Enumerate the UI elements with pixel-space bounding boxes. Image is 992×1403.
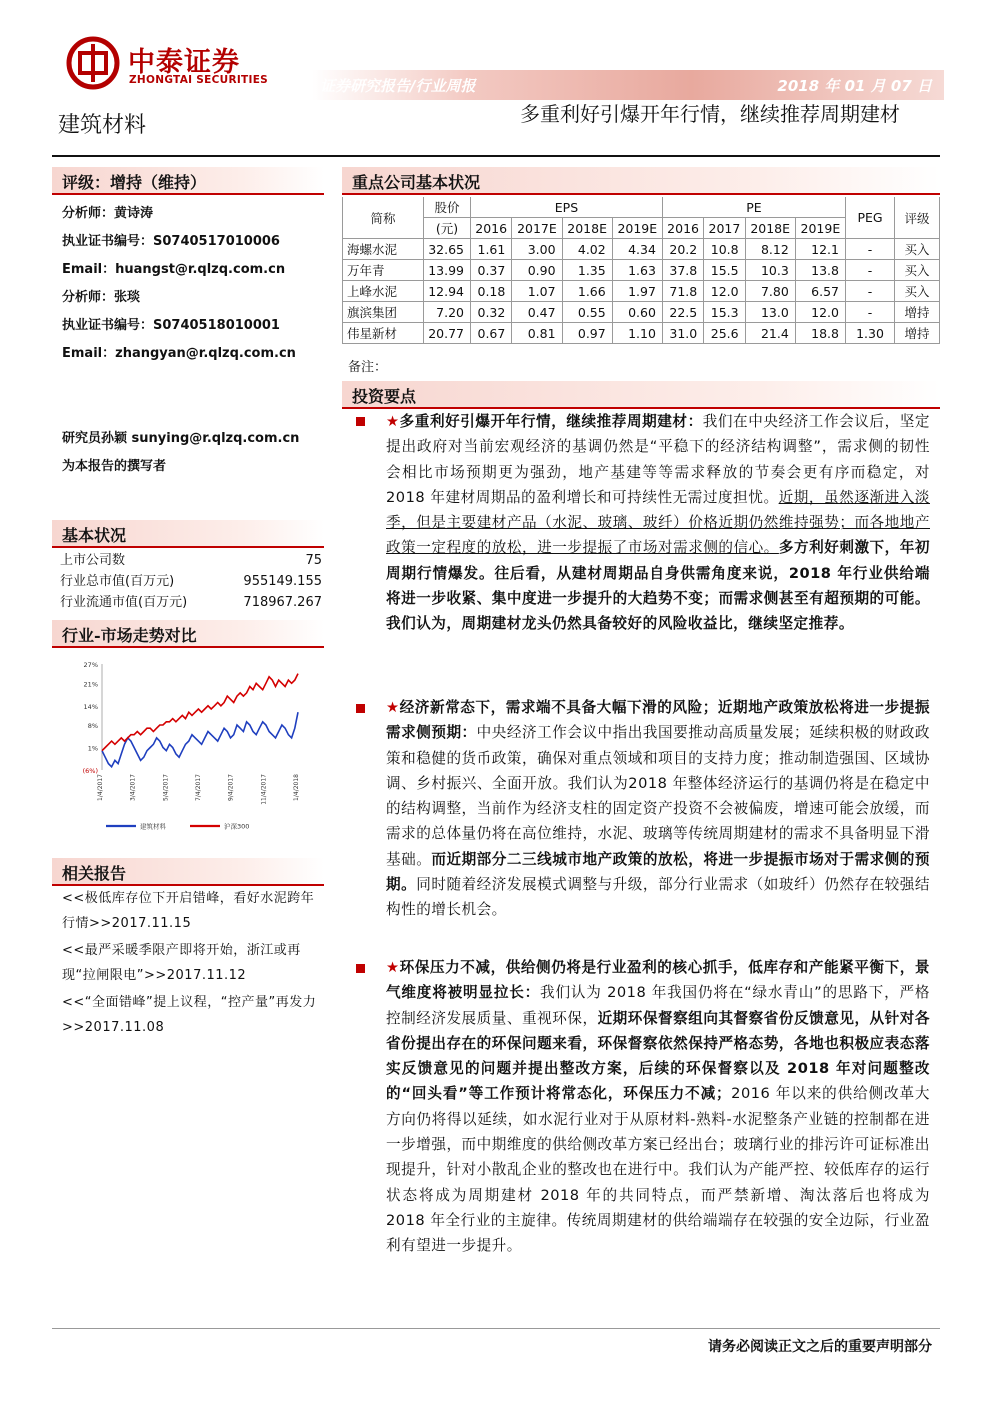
table-cell: 10.8 bbox=[704, 239, 745, 260]
table-cell: 4.34 bbox=[612, 239, 662, 260]
analyst-2-email[interactable]: Email：zhangyan@r.qlzq.com.cn bbox=[62, 346, 296, 361]
company-name-cell: 旗滨集团 bbox=[343, 302, 424, 323]
table-cell: 0.90 bbox=[512, 260, 562, 281]
table-cell: 0.55 bbox=[562, 302, 612, 323]
highlight-paragraph-2: ★经济新常态下，需求端不具备大幅下滑的风险；近期地产政策放松将进一步提振需求侧预期：中央经济工作会议中指出我国要推动高质量发展；延续积极的财政政策和稳健的货币政策，确保对重点领域和项目的支持力度；推动制造强国、区域协调、乡村振兴、全面开放。我们认为2018 年整体经济运行的基调仍将是在稳定中的结构调整，当前作为经济支柱的固定资产投资不会被偏废，增速可能会放缓，而需求的总体量仍将在高位维持，水泥、玻璃等传统周期建材的需求不具备明显下滑基础。而近期部分二三线城市地产政策的放松，将进一步提振市场对于需求侧的预期。同时随着经济发展模式调整与升级，部分行业需求（如玻纤）仍然存在较强结构性的增长机会。 bbox=[386, 699, 930, 919]
table-cell: 15.3 bbox=[704, 302, 745, 323]
table-row bbox=[343, 302, 940, 323]
researcher-line: 研究员孙颖 sunying@r.qlzq.com.cn bbox=[62, 431, 300, 446]
sector-name: 建筑材料 bbox=[58, 113, 147, 138]
table-row bbox=[343, 281, 940, 302]
y-tick-label: 8% bbox=[87, 722, 98, 731]
table-cell: 1.66 bbox=[562, 281, 612, 302]
header-divider bbox=[52, 155, 940, 157]
zhongtai-logo-icon bbox=[66, 36, 120, 90]
table-cell: - bbox=[846, 302, 895, 323]
related-reports-heading: 相关报告 bbox=[52, 858, 324, 886]
trend-heading: 行业-市场走势对比 bbox=[52, 620, 324, 648]
key-companies-heading: 重点公司基本状况 bbox=[342, 167, 940, 195]
analyst-2-license: 执业证书编号：S0740518010001 bbox=[62, 318, 280, 333]
table-row: 行业总市值(百万元) 955149.155 bbox=[60, 574, 322, 589]
x-tick-label: 9/4/2017 bbox=[227, 774, 235, 801]
table-cell: 1.30 bbox=[846, 323, 895, 344]
table-cell: 1.97 bbox=[612, 281, 662, 302]
company-name-cell: 上峰水泥 bbox=[343, 281, 424, 302]
table-cell: 13.8 bbox=[795, 260, 845, 281]
table-cell: 3.00 bbox=[512, 239, 562, 260]
table-cell: 1.10 bbox=[612, 323, 662, 344]
table-cell: 8.12 bbox=[745, 239, 795, 260]
company-name-cell: 伟星新材 bbox=[343, 323, 424, 344]
table-note: 备注： bbox=[348, 360, 388, 375]
table-cell: 12.1 bbox=[795, 239, 845, 260]
table-cell: 0.81 bbox=[512, 323, 562, 344]
table-cell: 7.20 bbox=[424, 302, 471, 323]
table-cell: 12.94 bbox=[424, 281, 471, 302]
series-line-1 bbox=[102, 712, 298, 767]
company-name-cell: 海螺水泥 bbox=[343, 239, 424, 260]
table-cell: 0.37 bbox=[471, 260, 512, 281]
rating-label: 评级：增持（维持） bbox=[62, 173, 207, 192]
footer-divider bbox=[52, 1328, 940, 1329]
writer-note: 为本报告的撰写者 bbox=[62, 459, 167, 474]
y-tick-label: (6%) bbox=[82, 767, 98, 775]
company-name-cell: 万年青 bbox=[343, 260, 424, 281]
table-cell: 20.77 bbox=[424, 323, 471, 344]
related-report-2[interactable]: <<最严采暖季限产即将开始，浙江或再现“拉闸限电”>>2017.11.12 bbox=[62, 943, 301, 983]
x-tick-label: 1/4/2018 bbox=[293, 774, 300, 801]
bullet-icon bbox=[356, 417, 365, 426]
table-cell: - bbox=[846, 281, 895, 302]
x-tick-label: 3/4/2017 bbox=[129, 774, 137, 801]
bullet-icon bbox=[356, 704, 365, 713]
rating-heading bbox=[52, 167, 324, 195]
investment-highlights-heading: 投资要点 bbox=[342, 381, 940, 409]
table-cell: 1.61 bbox=[471, 239, 512, 260]
table-cell: 15.5 bbox=[704, 260, 745, 281]
table-cell: 0.32 bbox=[471, 302, 512, 323]
analyst-2: 分析师：张琰 bbox=[62, 290, 141, 305]
y-tick-label: 27% bbox=[83, 661, 98, 669]
footer-disclaimer: 请务必阅读正文之后的重要声明部分 bbox=[708, 1339, 932, 1355]
table-cell: 6.57 bbox=[795, 281, 845, 302]
table-cell: 0.97 bbox=[562, 323, 612, 344]
table-row: 上市公司数 75 bbox=[60, 553, 322, 568]
related-report-1[interactable]: <<极低库存位下开启错峰，看好水泥跨年行情>>2017.11.15 bbox=[62, 891, 315, 931]
table-cell: 0.67 bbox=[471, 323, 512, 344]
brand-name-en: ZHONGTAI SECURITIES bbox=[129, 74, 269, 86]
table-cell: 7.80 bbox=[745, 281, 795, 302]
table-cell: 增持 bbox=[895, 302, 940, 323]
table-cell: 4.02 bbox=[562, 239, 612, 260]
table-cell: 21.4 bbox=[745, 323, 795, 344]
table-cell: 37.8 bbox=[662, 260, 703, 281]
x-tick-label: 5/4/2017 bbox=[162, 774, 170, 801]
table-cell: 1.63 bbox=[612, 260, 662, 281]
analyst-1-email[interactable]: Email：huangst@r.qlzq.com.cn bbox=[62, 262, 286, 277]
table-row: 行业流通市值(百万元) 718967.267 bbox=[60, 595, 322, 610]
report-date: 2018 年 01 月 07 日 bbox=[777, 77, 932, 95]
basic-status-table bbox=[60, 550, 322, 613]
legend-label: 沪深300 bbox=[224, 822, 250, 831]
x-tick-label: 7/4/2017 bbox=[195, 774, 202, 801]
table-cell: 买入 bbox=[895, 260, 940, 281]
table-cell: 20.2 bbox=[662, 239, 703, 260]
basic-status-heading: 基本状况 bbox=[52, 520, 324, 548]
series-line-2 bbox=[102, 674, 298, 751]
table-cell: 25.6 bbox=[704, 323, 745, 344]
table-cell: 18.8 bbox=[795, 323, 845, 344]
x-tick-label: 1/4/2017 bbox=[97, 774, 104, 801]
table-cell: 32.65 bbox=[424, 239, 471, 260]
related-report-3[interactable]: <<“全面错峰”提上议程，“控产量”再发力>>2017.11.08 bbox=[62, 995, 317, 1035]
table-cell: 1.35 bbox=[562, 260, 612, 281]
table-cell: 0.60 bbox=[612, 302, 662, 323]
table-row bbox=[343, 323, 940, 344]
table-cell: - bbox=[846, 239, 895, 260]
x-tick-label: 11/4/2017 bbox=[260, 774, 268, 805]
table-cell: 0.18 bbox=[471, 281, 512, 302]
brand-name-cn: 中泰证券 bbox=[128, 47, 240, 78]
y-tick-label: 21% bbox=[83, 680, 98, 689]
trend-chart bbox=[70, 658, 320, 838]
table-cell: 12.0 bbox=[704, 281, 745, 302]
highlight-paragraph-3: ★环保压力不减，供给侧仍将是行业盈利的核心抓手，低库存和产能紧平衡下，景气维度将被明显拉长：我们认为 2018 年我国仍将在“绿水青山”的思路下，严格控制经济发展质量、重视环保，近期环保督察组向其督察省份反馈意见，从针对各省份提出存在的环保问题来看，环保督察依然保持严格态势，各地也积极应表态落实反馈意见的问题并提出整改方案，后续的环保督察以及 2018 年对问题整改的“回头看”等工作预计将常态化，环保压力不减；2016 年以来的供给侧改革大方向仍将得以延续，如水泥行业对于从原材料-熟料-水泥整条产业链的控制都在进一步增强，而中期维度的供给侧改革方案已经出台；玻璃行业的排污许可证标准出现提升，针对小散乱企业的整改也在进行中。我们认为产能严控、较低库存的运行状态将成为周期建材 2018 年的共同特点，而严禁新增、淘汰落后也将成为 2018 年全行业的主旋律。传统周期建材的供给端端存在较强的安全边际，行业盈利有望进一步提升。 bbox=[386, 959, 931, 1255]
bullet-icon bbox=[356, 964, 365, 973]
key-companies-table: 简称 股价 EPS PE PEG 评级 (元) 2016 2017E 2018E 2019E 2016 2017 2018E 2019E 海螺水泥 32.65 1.61 3.00 4.02 4.34 20.2 10.8 8.12 12.1 - 买入 万年青 13.99 0.37 0.90 1.35 1.63 37.8 15.5 10.3 13.8 - 买入 上峰水泥 12.94 0.18 1.07 1.66 1.97 71.8 12.0 7.80 6.57 - 买入 旗滨集团 7.20 0.32 0.47 0.55 0.60 22.5 15.3 13.0 12.0 - 增持 伟星新材 20.77 0.67 0.81 0.97 1.10 31.0 25.6 21.4 18.8 1.30 增持 bbox=[342, 197, 940, 344]
y-tick-label: 1% bbox=[87, 744, 98, 753]
table-cell: 10.3 bbox=[745, 260, 795, 281]
table-cell: - bbox=[846, 260, 895, 281]
table-cell: 71.8 bbox=[662, 281, 703, 302]
table-cell: 增持 bbox=[895, 323, 940, 344]
table-cell: 13.0 bbox=[745, 302, 795, 323]
table-cell: 1.07 bbox=[512, 281, 562, 302]
legend-label: 建筑材料 bbox=[140, 822, 166, 831]
table-cell: 买入 bbox=[895, 281, 940, 302]
report-headline: 多重利好引爆开年行情，继续推荐周期建材 bbox=[520, 102, 900, 126]
table-cell: 22.5 bbox=[662, 302, 703, 323]
report-type: 证券研究报告/行业周报 bbox=[320, 77, 476, 95]
table-cell: 12.0 bbox=[795, 302, 845, 323]
y-tick-label: 14% bbox=[83, 702, 98, 711]
table-row bbox=[343, 239, 940, 260]
analyst-1: 分析师：黄诗涛 bbox=[62, 206, 154, 221]
table-cell: 0.47 bbox=[512, 302, 562, 323]
highlight-paragraph-1: ★多重利好引爆开年行情，继续推荐周期建材：我们在中央经济工作会议后，坚定提出政府对当前宏观经济的基调仍然是“平稳下的经济结构调整”，需求侧的韧性会相比市场预期更为强劲，地产基建等等需求释放的节奏会更有序而稳定，对 2018 年建材周期品的盈利增长和可持续性无需过度担忧。近期，虽然逐渐进入淡季，但是主要建材产品（水泥、玻璃、玻纤）价格近期仍然维持强势；而各地地产政策一定程度的放松，进一步提振了市场对需求侧的信心。多方利好刺激下，年初周期行情爆发。往后看，从建材周期品自身供需角度来说，2018 年行业供给端将进一步收紧、集中度进一步提升的大趋势不变；而需求侧甚至有超预期的可能。我们认为，周期建材龙头仍然具备较好的风险收益比，继续坚定推荐。 bbox=[386, 413, 930, 633]
table-cell: 买入 bbox=[895, 239, 940, 260]
table-cell: 31.0 bbox=[662, 323, 703, 344]
analyst-1-license: 执业证书编号：S0740517010006 bbox=[62, 234, 280, 249]
table-row bbox=[343, 260, 940, 281]
table-cell: 13.99 bbox=[424, 260, 471, 281]
